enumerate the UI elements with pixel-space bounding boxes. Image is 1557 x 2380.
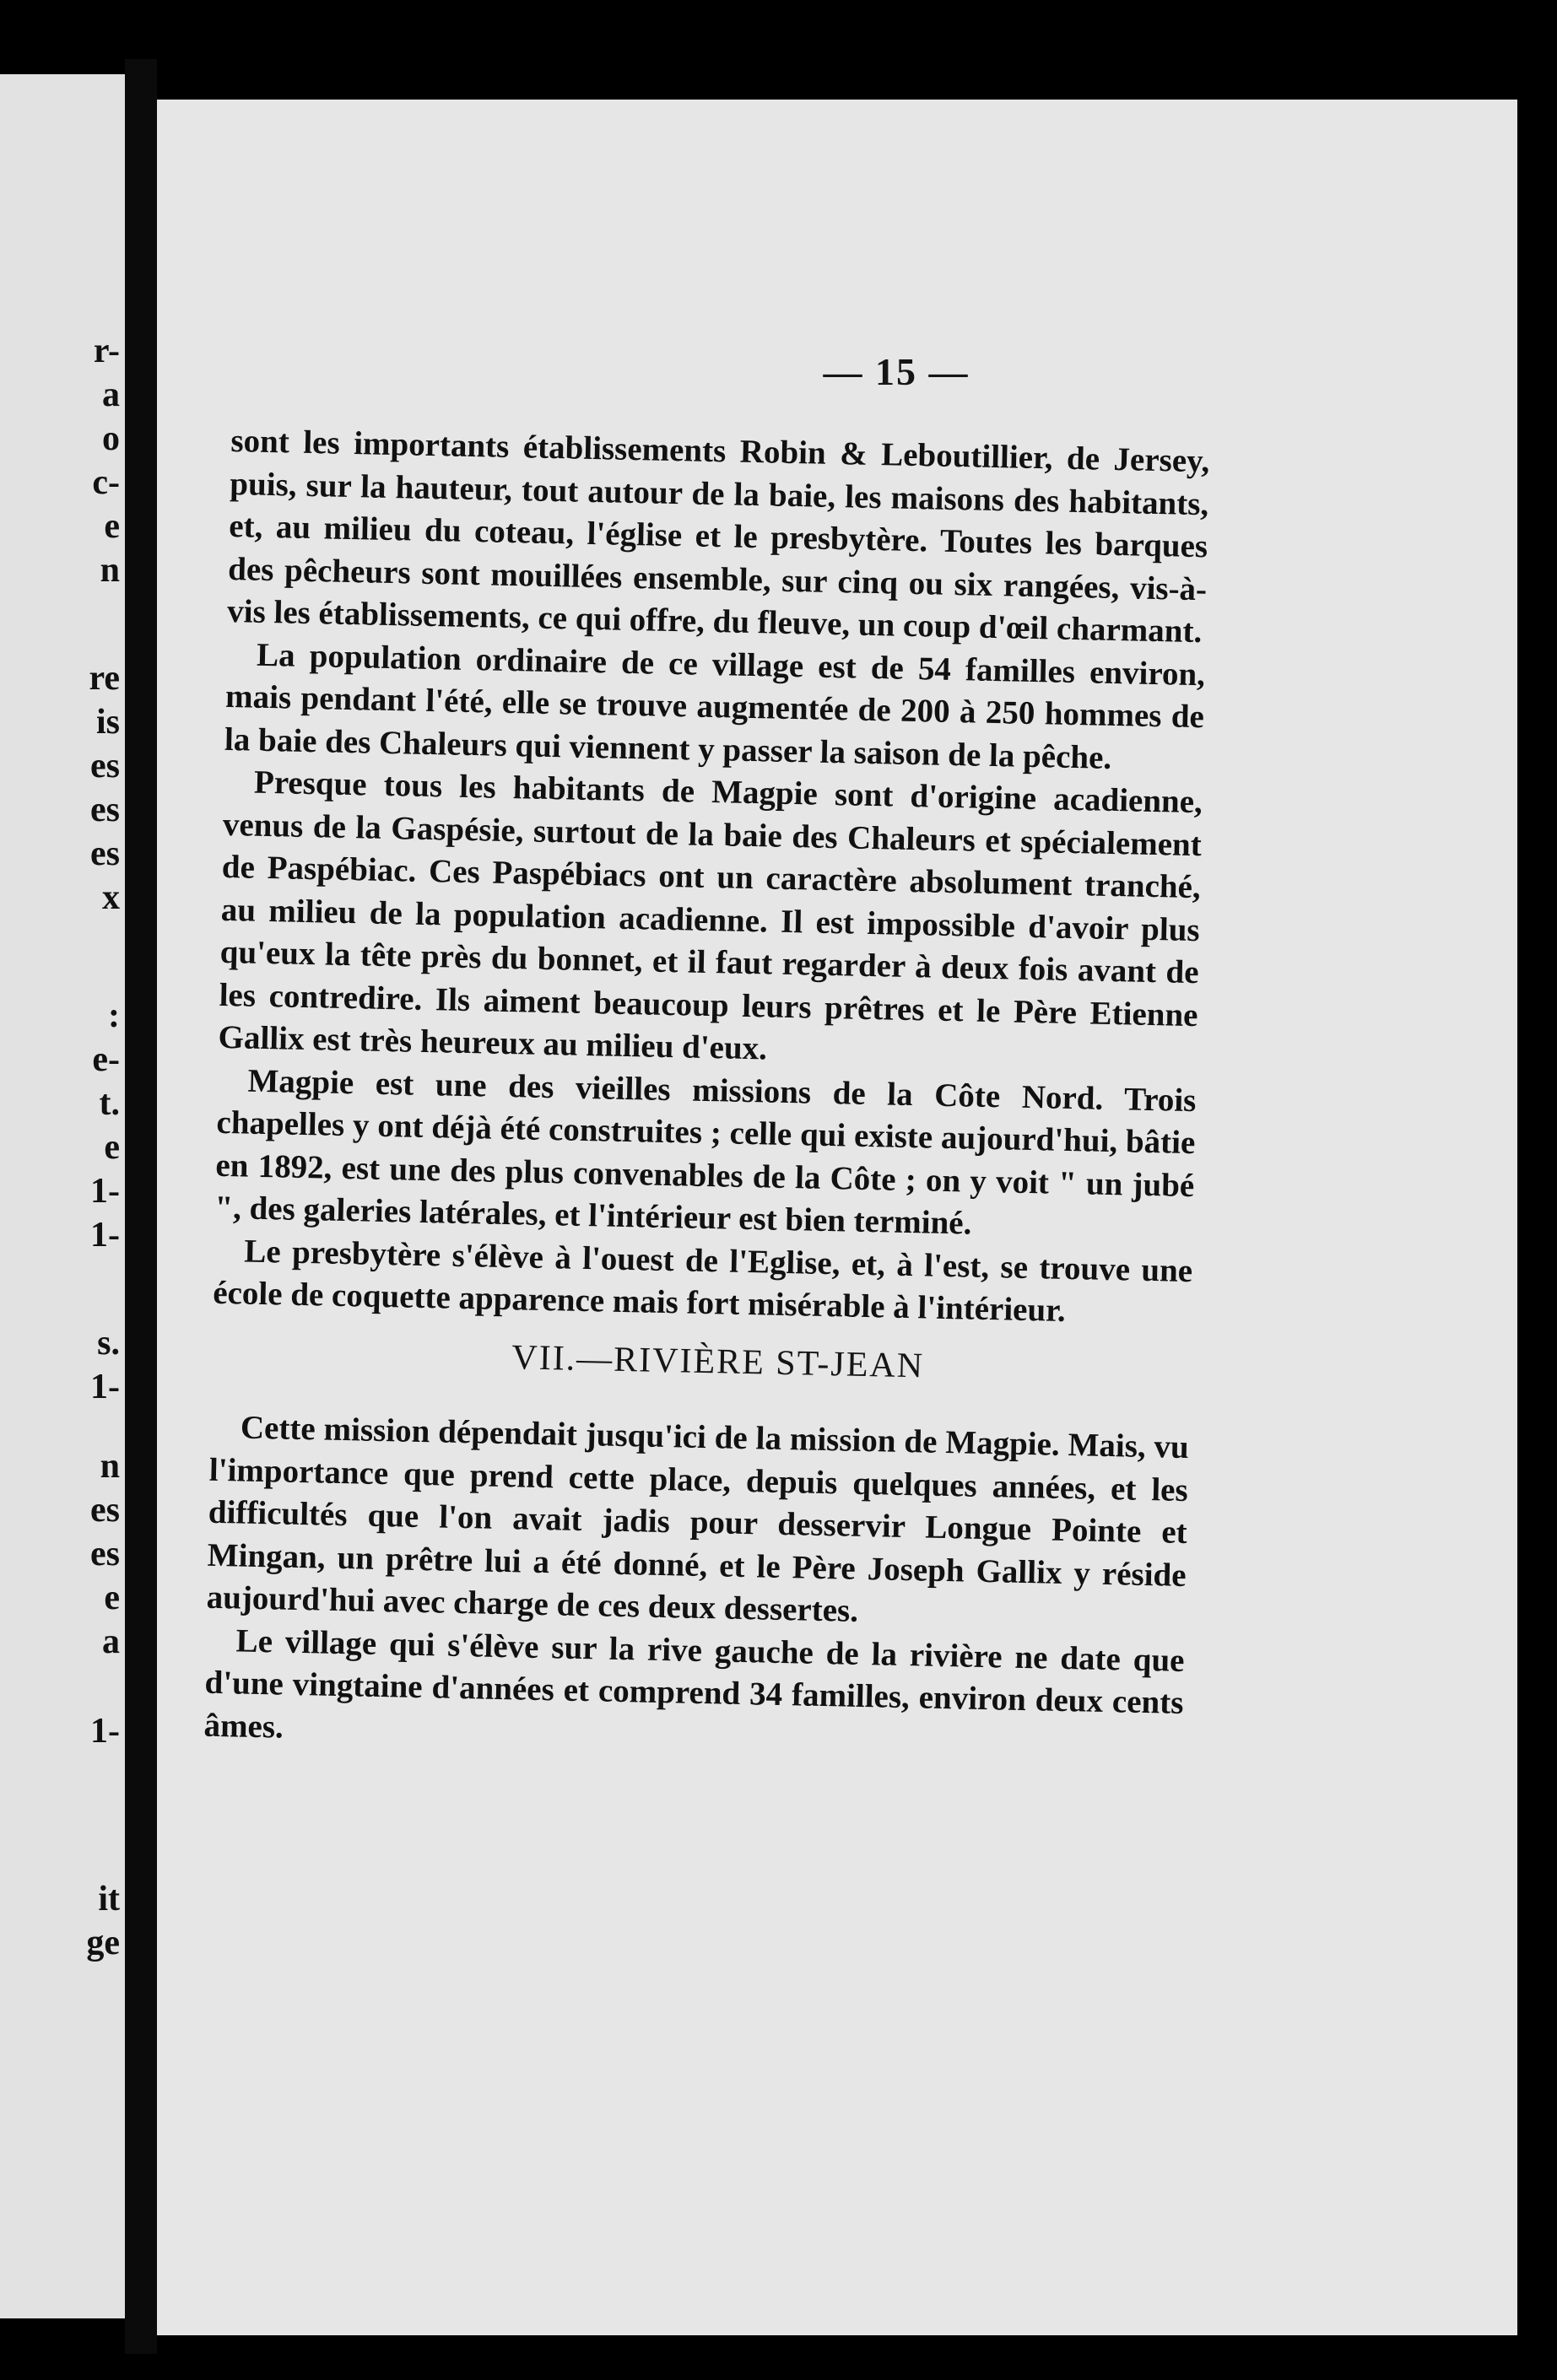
page-number: — 15 — [823,350,970,393]
facing-page-letters: c- [92,463,120,502]
facing-page-letters: t. [99,1084,120,1123]
facing-page-letters: e [104,1128,120,1167]
facing-page-letters: es [90,1535,120,1573]
facing-page-letters: x [102,878,120,917]
facing-page-letters: it [98,1880,120,1919]
facing-page-letters: is [95,703,120,742]
facing-page-letters: es [90,834,120,873]
facing-page-fragment [0,74,125,2318]
facing-page-letters: s. [97,1324,120,1363]
facing-page-letters: ge [86,1924,120,1962]
facing-page-letters: n [100,1447,120,1486]
facing-page-letters: e [104,1579,120,1617]
facing-page-letters: o [102,419,120,458]
facing-page-letters: es [90,791,120,829]
paragraph: La population ordinaire de ce village est de 54 familles environ, mais pendant l'été, elle se trouve augmentée de 200 à 250 hommes de la baie des Chaleurs qui viennent y passer la saison de la pêche. [224,636,1206,776]
facing-page-letters: 1- [90,1712,120,1751]
section-heading: VII.—RIVIÈRE ST-JEAN [511,1337,925,1385]
facing-page-letters: re [89,659,120,698]
paragraph: Le presbytère s'élève à l'ouest de l'Eglise, et, à l'est, se trouve une école de coquette apparence mais fort misérable à l'intérieur. [212,1233,1193,1329]
paragraph: Le village qui s'élève sur la rive gauche de la rivière ne date que d'une vingtaine d'années et comprend 34 familles, environ deux cents âmes. [203,1622,1185,1746]
paragraph: Presque tous les habitants de Magpie sont d'origine acadienne, venus de la Gaspésie, surtout de la baie des Chaleurs et spécialement de Paspébiac. Ces Paspébiacs ont un caractère absolument tranché, au milieu de la population acadienne. Il est impossible d'avoir plus qu'eux la tête près du bonnet, et il faut regarder à deux fois avant de les contredire. Ils aiment beaucoup leurs prêtres et le Père Etienne Gallix est très heureux au milieu d'eux. [218,764,1203,1067]
paragraph: Magpie est une des vieilles missions de la Côte Nord. Trois chapelles y ont déjà été construites ; celle qui existe aujourd'hui, bâtie en 1892, est une des plus convenables de la Côte ; on y voit " un jubé ", des galeries latérales, et l'intérieur est bien terminé. [214,1062,1197,1242]
book-gutter [125,59,157,2354]
book-page [157,100,1517,2335]
page-text [203,420,1210,1767]
facing-page-letters: e [104,507,120,546]
facing-page-letters: e- [92,1040,120,1079]
facing-page-letters: r- [93,332,120,370]
facing-page-letters: n [100,551,120,590]
facing-page-letters: 1- [90,1368,120,1406]
paragraph: Cette mission dépendait jusqu'ici de la mission de Magpie. Mais, vu l'importance que prend cette place, depuis quelques années, et les difficultés que l'on avait jadis pour desservir Longue Pointe et Mingan, un prêtre lui a été donné, et le Père Joseph Gallix y réside aujourd'hui avec charge de ces deux dessertes. [206,1409,1190,1629]
facing-page-letters: : [108,996,120,1035]
facing-page-letters: a [102,1622,120,1661]
facing-page-letters: 1- [90,1216,120,1255]
facing-page-letters: a [102,375,120,414]
facing-page-letters: 1- [90,1172,120,1211]
paragraph: sont les importants établissements Robin & Leboutillier, de Jersey, puis, sur la hauteur, tout autour de la baie, les maisons des habitants, et, au milieu du coteau, l'église et le presbytère. Toutes les barques des pêcheurs sont mouillées ensemble, sur cinq ou six rangées, vis-à-vis les établissements, ce qui offre, du fleuve, un coup d'œil charmant. [226,422,1210,650]
facing-page-letters: es [90,1491,120,1530]
facing-page-letters: es [90,747,120,785]
